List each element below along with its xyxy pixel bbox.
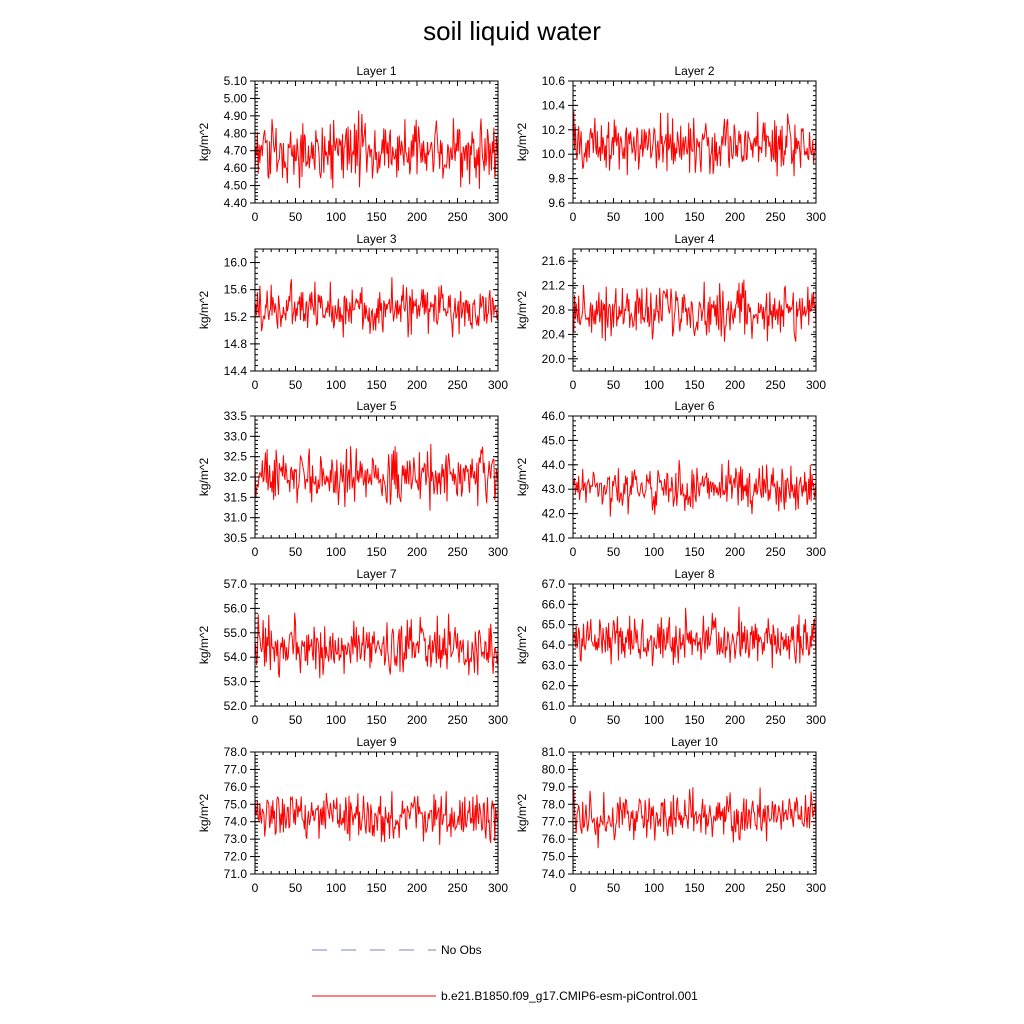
x-tick-label: 100 (643, 210, 665, 224)
x-tick-label: 50 (606, 713, 621, 727)
x-tick-label: 200 (724, 713, 746, 727)
x-tick-label: 0 (569, 378, 577, 392)
x-tick-label: 250 (447, 210, 468, 224)
y-tick-label: 9.8 (548, 171, 565, 186)
series-line (255, 613, 498, 678)
y-tick-label: 4.60 (223, 161, 247, 176)
x-tick-label: 300 (805, 210, 827, 224)
y-tick-label: 14.4 (223, 364, 247, 378)
y-tick-label: 4.90 (223, 108, 247, 123)
y-tick-label: 4.70 (223, 143, 247, 158)
x-tick-label: 250 (447, 545, 468, 559)
x-tick-label: 150 (684, 713, 705, 727)
x-tick-label: 300 (805, 545, 827, 559)
panel-layer-10 (515, 735, 826, 895)
y-tick-label: 30.5 (223, 531, 247, 545)
x-tick-label: 250 (447, 881, 468, 895)
panel-title: Layer 2 (674, 64, 715, 78)
panel-layer-5 (197, 399, 508, 559)
panel-layer-1 (197, 64, 508, 224)
y-tick-label: 9.6 (548, 196, 565, 210)
panel-title: Layer 6 (674, 399, 715, 413)
y-tick-label: 78.0 (223, 745, 247, 759)
panel-title: Layer 4 (674, 232, 715, 246)
x-tick-label: 300 (487, 545, 509, 559)
panel-title: Layer 8 (674, 567, 715, 581)
x-tick-label: 300 (487, 881, 509, 895)
y-tick-label: 5.00 (223, 91, 247, 106)
y-tick-label: 75.0 (541, 849, 565, 864)
y-tick-label: 15.6 (223, 282, 247, 297)
y-tick-label: 4.50 (223, 178, 247, 193)
y-axis-label: kg/m^2 (515, 793, 529, 833)
y-tick-label: 73.0 (223, 832, 247, 847)
y-tick-label: 72.0 (223, 849, 247, 864)
x-tick-label: 250 (765, 713, 786, 727)
y-tick-label: 43.0 (541, 482, 565, 497)
panel-layer-7 (197, 567, 508, 727)
y-tick-label: 10.4 (541, 98, 565, 113)
y-tick-label: 63.0 (541, 658, 565, 673)
legend (312, 943, 698, 1003)
y-tick-label: 15.2 (223, 309, 247, 324)
x-tick-label: 0 (569, 713, 577, 727)
y-tick-label: 16.0 (223, 255, 247, 270)
series-line (573, 111, 816, 176)
y-tick-label: 5.10 (223, 74, 247, 88)
y-tick-label: 42.0 (541, 506, 565, 521)
x-tick-label: 250 (765, 210, 786, 224)
series-line (255, 277, 498, 337)
y-tick-label: 45.0 (541, 433, 565, 448)
y-tick-label: 33.5 (223, 409, 247, 423)
y-tick-label: 52.0 (223, 699, 247, 713)
x-tick-label: 0 (569, 881, 577, 895)
x-tick-label: 0 (251, 881, 259, 895)
x-tick-label: 0 (251, 210, 259, 224)
panel-title: Layer 7 (356, 567, 397, 581)
y-tick-label: 65.0 (541, 617, 565, 632)
y-tick-label: 78.0 (541, 797, 565, 812)
y-tick-label: 80.0 (541, 762, 565, 777)
panel-title: Layer 3 (356, 232, 397, 246)
x-tick-label: 0 (251, 378, 259, 392)
y-tick-label: 76.0 (223, 779, 247, 794)
x-tick-label: 200 (406, 713, 428, 727)
series-line (573, 787, 816, 848)
y-tick-label: 76.0 (541, 832, 565, 847)
series-line (255, 444, 498, 511)
y-tick-label: 81.0 (541, 745, 565, 759)
y-axis-label: kg/m^2 (197, 290, 211, 330)
x-tick-label: 50 (288, 713, 303, 727)
y-tick-label: 33.0 (223, 429, 247, 444)
y-tick-label: 55.0 (223, 625, 247, 640)
y-tick-label: 66.0 (541, 597, 565, 612)
series-line (573, 607, 816, 668)
y-tick-label: 21.6 (541, 254, 565, 269)
y-axis-label: kg/m^2 (515, 625, 529, 665)
x-tick-label: 100 (643, 378, 665, 392)
y-tick-label: 62.0 (541, 678, 565, 693)
y-tick-label: 10.0 (541, 147, 565, 162)
x-tick-label: 250 (447, 378, 468, 392)
page-title: soil liquid water (423, 16, 601, 46)
y-tick-label: 32.0 (223, 470, 247, 484)
x-tick-label: 150 (684, 545, 705, 559)
x-tick-label: 0 (569, 545, 577, 559)
y-tick-label: 32.5 (223, 449, 247, 464)
x-tick-label: 100 (325, 210, 347, 224)
y-axis-label: kg/m^2 (197, 793, 211, 833)
x-tick-label: 100 (325, 378, 347, 392)
x-tick-label: 0 (569, 210, 577, 224)
x-tick-label: 0 (251, 713, 259, 727)
x-tick-label: 150 (366, 378, 387, 392)
x-tick-label: 200 (406, 378, 428, 392)
y-tick-label: 57.0 (223, 577, 247, 591)
x-tick-label: 150 (366, 881, 387, 895)
x-tick-label: 300 (805, 881, 827, 895)
x-tick-label: 300 (487, 378, 509, 392)
x-tick-label: 50 (606, 210, 621, 224)
y-tick-label: 64.0 (541, 638, 565, 652)
y-tick-label: 20.4 (541, 327, 565, 342)
y-tick-label: 71.0 (223, 867, 247, 881)
y-tick-label: 20.8 (541, 303, 565, 317)
y-axis-label: kg/m^2 (197, 122, 211, 162)
x-tick-label: 100 (325, 713, 347, 727)
x-tick-label: 250 (765, 378, 786, 392)
y-tick-label: 41.0 (541, 531, 565, 545)
x-tick-label: 50 (606, 881, 621, 895)
y-tick-label: 10.6 (541, 74, 565, 88)
x-tick-label: 100 (325, 881, 347, 895)
y-tick-label: 14.8 (223, 336, 247, 351)
y-tick-label: 4.80 (223, 126, 247, 141)
series-line (573, 280, 816, 342)
x-tick-label: 200 (724, 210, 746, 224)
y-tick-label: 74.0 (223, 814, 247, 829)
x-tick-label: 250 (765, 545, 786, 559)
panel-title: Layer 9 (356, 735, 397, 749)
panel-layer-2 (515, 64, 826, 224)
x-tick-label: 300 (487, 713, 509, 727)
panel-layer-3 (197, 232, 508, 392)
y-tick-label: 61.0 (541, 699, 565, 713)
x-tick-label: 50 (606, 378, 621, 392)
series-line (573, 460, 816, 516)
x-tick-label: 150 (684, 881, 705, 895)
x-tick-label: 100 (325, 545, 347, 559)
y-tick-label: 46.0 (541, 409, 565, 423)
y-tick-label: 77.0 (223, 762, 247, 777)
y-tick-label: 54.0 (223, 650, 247, 665)
x-tick-label: 200 (406, 210, 428, 224)
x-tick-label: 0 (251, 545, 259, 559)
x-tick-label: 50 (288, 545, 303, 559)
panel-layer-4 (515, 232, 826, 392)
panel-layer-6 (515, 399, 826, 559)
legend-obs-label: No Obs (441, 943, 482, 957)
y-tick-label: 74.0 (541, 867, 565, 881)
x-tick-label: 50 (288, 881, 303, 895)
y-tick-label: 21.2 (541, 278, 565, 293)
x-tick-label: 200 (406, 881, 428, 895)
y-tick-label: 31.0 (223, 510, 247, 525)
x-tick-label: 150 (366, 545, 387, 559)
x-tick-label: 200 (406, 545, 428, 559)
x-tick-label: 300 (805, 713, 827, 727)
panel-grid (197, 64, 826, 895)
x-tick-label: 200 (724, 378, 746, 392)
y-axis-label: kg/m^2 (197, 457, 211, 497)
y-axis-label: kg/m^2 (515, 122, 529, 162)
panel-title: Layer 10 (671, 735, 718, 749)
x-tick-label: 300 (487, 210, 509, 224)
x-tick-label: 50 (288, 378, 303, 392)
y-tick-label: 56.0 (223, 601, 247, 616)
x-tick-label: 250 (447, 713, 468, 727)
x-tick-label: 150 (366, 210, 387, 224)
x-tick-label: 100 (643, 713, 665, 727)
x-tick-label: 50 (288, 210, 303, 224)
y-axis-label: kg/m^2 (515, 290, 529, 330)
y-tick-label: 53.0 (223, 674, 247, 689)
y-tick-label: 77.0 (541, 814, 565, 829)
y-tick-label: 79.0 (541, 779, 565, 794)
legend-model-label: b.e21.B1850.f09_g17.CMIP6-esm-piControl.001 (441, 989, 698, 1003)
x-tick-label: 150 (366, 713, 387, 727)
y-tick-label: 20.0 (541, 351, 565, 366)
series-line (255, 110, 498, 188)
x-tick-label: 200 (724, 545, 746, 559)
y-tick-label: 4.40 (223, 196, 247, 210)
x-tick-label: 100 (643, 545, 665, 559)
panel-title: Layer 1 (356, 64, 397, 78)
x-tick-label: 50 (606, 545, 621, 559)
y-axis-label: kg/m^2 (515, 457, 529, 497)
y-tick-label: 67.0 (541, 577, 565, 591)
x-tick-label: 100 (643, 881, 665, 895)
x-tick-label: 150 (684, 378, 705, 392)
y-tick-label: 31.5 (223, 490, 247, 505)
x-tick-label: 200 (724, 881, 746, 895)
x-tick-label: 150 (684, 210, 705, 224)
y-tick-label: 44.0 (541, 457, 565, 472)
y-axis-label: kg/m^2 (197, 625, 211, 665)
y-tick-label: 75.0 (223, 797, 247, 812)
panel-layer-9 (197, 735, 508, 895)
x-tick-label: 300 (805, 378, 827, 392)
plot-frame (255, 584, 498, 706)
series-line (255, 791, 498, 845)
panel-layer-8 (515, 567, 826, 727)
x-tick-label: 250 (765, 881, 786, 895)
y-tick-label: 10.2 (541, 122, 565, 137)
panel-title: Layer 5 (356, 399, 397, 413)
